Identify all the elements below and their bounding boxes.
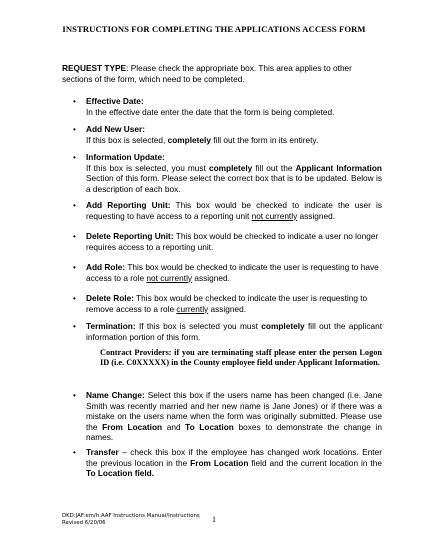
page-number: 1	[212, 515, 216, 524]
text-run: – check this box if the employee has changed work locations. Enter the previous location in the	[86, 447, 382, 468]
list-item-name-change	[86, 390, 382, 443]
name-change-heading: Name Change:	[86, 390, 145, 400]
list-item-delete-role	[86, 293, 382, 314]
footer-path: DKD:JAF:em/h:AAF Instructions Manual/Instructions	[62, 513, 200, 519]
list-item-delete-reporting-unit	[86, 231, 382, 252]
emphasis-run: From Location	[102, 421, 163, 432]
bullet-icon: •	[73, 152, 76, 162]
bullet-icon: •	[73, 231, 76, 241]
bullet-icon: •	[73, 321, 76, 331]
underlined-run: not currently	[251, 210, 298, 221]
text-run: fill out the applicant information portion of this form.	[86, 321, 382, 342]
emphasis-run: completely	[208, 162, 253, 173]
emphasis-run: completely	[167, 134, 211, 145]
emphasis-run: From Location	[190, 457, 249, 468]
footer-revised-date: Revised 6/20/06	[62, 520, 106, 527]
text-run: This box would be checked to indicate the user is requesting to remove access to a role	[86, 293, 368, 314]
text-run: field and the current location in the	[248, 457, 382, 468]
termination-heading: Termination:	[86, 321, 136, 331]
add-new-user-heading: Add New User:	[86, 124, 146, 134]
bullet-icon: •	[73, 124, 76, 134]
text-run: This box would be checked to indicate a user no longer requires access to a reporting unit.	[86, 231, 379, 252]
effective-date-heading: Effective Date:	[86, 96, 144, 106]
text-run: If this box is selected,	[86, 134, 168, 145]
text-run: fill out the form in its entirety.	[210, 134, 319, 145]
list-item-information-update	[86, 152, 382, 194]
bullet-icon: •	[73, 262, 76, 272]
text-run: fill out the	[252, 162, 296, 173]
underlined-run: currently	[176, 303, 209, 314]
list-item-add-role	[86, 262, 382, 283]
text-run: If this box is selected you must	[135, 321, 262, 331]
bullet-icon: •	[73, 447, 76, 457]
list-item-termination	[86, 321, 382, 342]
request-type-text: : Please check the appropriate box. This area applies to other sections of the form, which need to be completed.	[62, 63, 352, 84]
delete-role-heading: Delete Role:	[86, 293, 134, 303]
bullet-icon: •	[73, 390, 76, 400]
text-run: assigned.	[297, 210, 336, 221]
list-item-add-new-user	[86, 124, 382, 145]
text-run: boxes to demonstrate the change in names.	[86, 421, 382, 443]
text-run: Select this box if the users name has been changed (i.e. Jane Smith was recently married and her new name is Jane Jones) or if there was a mistake on the users name when the form was originally submitted. Please use the	[86, 390, 382, 432]
list-item-effective-date	[86, 96, 382, 117]
add-reporting-unit-heading: Add Reporting Unit:	[86, 200, 171, 210]
document-title: INSTRUCTIONS FOR COMPLETING THE APPLICATIONS ACCESS FORM	[62, 24, 366, 34]
emphasis-run: To Location	[185, 421, 234, 432]
information-update-heading: Information Update:	[86, 152, 165, 162]
text-run: If this box is selected, you must	[86, 162, 209, 173]
contract-providers-note: Contract Providers: if you are terminating staff please enter the person Logon ID (i.e. C0XXXXX) in the County employee field under Applicant Information.	[100, 348, 382, 368]
text-run: This box would be checked to indicate the user is requesting to have access to a role	[86, 262, 379, 283]
request-type-paragraph	[62, 63, 382, 84]
emphasis-run: To Location field.	[86, 468, 155, 479]
add-new-user-text	[86, 135, 382, 146]
emphasis-run: completely	[261, 321, 305, 331]
page-footer	[62, 513, 200, 528]
bullet-icon: •	[73, 293, 76, 303]
bullet-icon: •	[73, 200, 76, 210]
text-run: Section of this form. Please select the correct box that is to be updated. Below is a description of each box.	[86, 173, 382, 194]
add-role-heading: Add Role:	[86, 262, 126, 272]
text-run: assigned.	[208, 303, 247, 314]
list-item-add-reporting-unit	[86, 200, 382, 221]
information-update-text	[86, 163, 382, 195]
bullet-icon: •	[73, 96, 76, 106]
underlined-run: not currently	[146, 272, 193, 283]
transfer-heading: Transfer	[86, 447, 119, 457]
emphasis-run: Applicant Information	[295, 162, 382, 173]
delete-reporting-unit-heading: Delete Reporting Unit:	[86, 231, 174, 241]
list-item-transfer	[86, 447, 382, 479]
request-type-label: REQUEST TYPE	[62, 63, 127, 73]
effective-date-text: In the effective date enter the date that the form is being completed.	[86, 106, 335, 117]
text-run: This box would be checked to indicate the user is requesting to have access to a reporting unit	[86, 200, 382, 221]
text-run: assigned.	[192, 272, 230, 283]
text-run: and	[162, 421, 186, 432]
